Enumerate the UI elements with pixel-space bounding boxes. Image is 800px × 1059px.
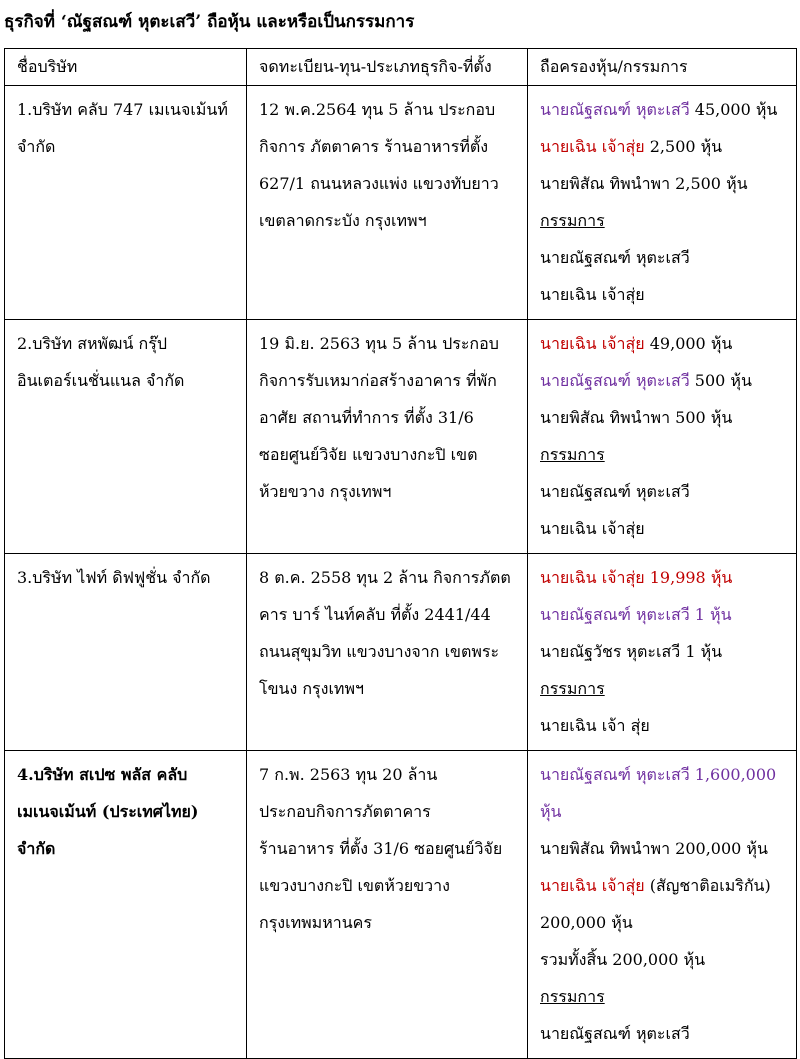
shareholder-entry xyxy=(540,165,784,202)
shareholder-entry xyxy=(540,128,784,165)
company-name-line: จำกัด xyxy=(17,839,56,858)
details-cell xyxy=(247,320,528,554)
table-header-row xyxy=(5,49,797,86)
company-name-cell xyxy=(5,86,247,320)
shareholder-entry xyxy=(540,325,784,362)
shareholder-amount: 45,000 หุ้น xyxy=(689,100,778,119)
table-row xyxy=(5,86,797,320)
directors-label: กรรมการ xyxy=(540,445,605,464)
details-line: 12 พ.ค.2564 ทุน 5 ล้าน ประกอบ xyxy=(259,100,496,119)
company-name-line: 1.บริษัท คลับ 747 เมเนจเม้นท์ xyxy=(17,100,228,119)
shareholder-entry: นายพิสัณ ทิพนำพา 200,000 หุ้น xyxy=(540,839,768,858)
details-line: ซอยศูนย์วิจัย แขวงบางกะปิ เขต xyxy=(259,445,478,464)
shareholder-entry xyxy=(540,362,784,399)
shareholders-cell xyxy=(528,751,797,1059)
shareholder-amount: 500 หุ้น xyxy=(689,371,752,390)
director-name: นายเฉิน เจ้าสุ่ย xyxy=(540,519,645,538)
director-name: นายณัฐสณฑ์ หุตะเสวี xyxy=(540,248,690,267)
directors-label: กรรมการ xyxy=(540,987,605,1006)
company-name-line: จำกัด xyxy=(17,137,56,156)
company-name-line: 4.บริษัท สเปซ พลัส คลับ xyxy=(17,765,188,784)
shareholder-entry: นายณัฐสณฑ์ หุตะเสวี 1,600,000 หุ้น xyxy=(540,765,777,821)
shareholder-entry: รวมทั้งสิ้น 200,000 หุ้น xyxy=(540,950,706,969)
shareholders-cell xyxy=(528,86,797,320)
shareholder-name: นายพิสัณ ทิพนำพา 500 หุ้น xyxy=(540,408,733,427)
details-line: 7 ก.พ. 2563 ทุน 20 ล้าน xyxy=(259,765,438,784)
directors-label: กรรมการ xyxy=(540,679,605,698)
header-shareholding-directors: ถือครองหุ้น/กรรมการ xyxy=(528,49,797,86)
company-name-cell xyxy=(5,320,247,554)
director-name: นายเฉิน เจ้าสุ่ย xyxy=(540,285,645,304)
table-row xyxy=(5,554,797,751)
details-line: 19 มิ.ย. 2563 ทุน 5 ล้าน ประกอบ xyxy=(259,334,499,353)
shareholder-name: นายพิสัณ ทิพนำพา 2,500 หุ้น xyxy=(540,174,748,193)
director-name: นายเฉิน เจ้า สุ่ย xyxy=(540,716,650,735)
shareholder-amount: 49,000 หุ้น xyxy=(644,334,733,353)
details-line: กิจการ ภัตตาคาร ร้านอาหารที่ตั้ง xyxy=(259,137,489,156)
details-line: 8 ต.ค. 2558 ทุน 2 ล้าน กิจการภัตต xyxy=(259,568,511,587)
table-row xyxy=(5,751,797,1059)
details-line: ห้วยขวาง กรุงเทพฯ xyxy=(259,482,392,501)
shareholder-name: นายเฉิน เจ้าสุ่ย xyxy=(540,137,645,156)
details-cell xyxy=(247,751,528,1059)
table-row xyxy=(5,320,797,554)
business-holdings-table xyxy=(4,48,797,1059)
details-line: เขตลาดกระบัง กรุงเทพฯ xyxy=(259,211,427,230)
shareholder-name: นายเฉิน เจ้าสุ่ย xyxy=(540,334,645,353)
shareholder-entry xyxy=(540,91,784,128)
shareholder-entry: นายณัฐสณฑ์ หุตะเสวี 1 หุ้น xyxy=(540,605,732,624)
details-line: คาร บาร์ ไนท์คลับ ที่ตั้ง 2441/44 xyxy=(259,605,491,624)
details-cell xyxy=(247,554,528,751)
details-line: 627/1 ถนนหลวงแพ่ง แขวงทับยาว xyxy=(259,174,499,193)
header-registration-details: จดทะเบียน-ทุน-ประเภทธุรกิจ-ที่ตั้ง xyxy=(247,49,528,86)
company-name-cell xyxy=(5,751,247,1059)
header-company-name: ชื่อบริษัท xyxy=(5,49,247,86)
company-name-line: อินเตอร์เนชั่นแนล จำกัด xyxy=(17,371,185,390)
shareholder-entry: นายณัฐวัชร หุตะเสวี 1 หุ้น xyxy=(540,642,723,661)
shareholder-entry: นายเฉิน เจ้าสุ่ย 19,998 หุ้น xyxy=(540,568,733,587)
shareholders-cell xyxy=(528,320,797,554)
details-line: กิจการรับเหมาก่อสร้างอาคาร ที่พัก xyxy=(259,371,497,390)
company-name-line: 3.บริษัท ไฟท์ ดิฟฟูชั่น จำกัด xyxy=(17,568,211,587)
shareholder-entry xyxy=(540,867,784,941)
details-line: แขวงบางกะปิ เขตห้วยขวาง xyxy=(259,876,450,895)
director-name: นายณัฐสณฑ์ หุตะเสวี xyxy=(540,482,690,501)
details-line: กรุงเทพมหานคร xyxy=(259,913,372,932)
directors-label: กรรมการ xyxy=(540,211,605,230)
details-line: ร้านอาหาร ที่ตั้ง 31/6 ซอยศูนย์วิจัย xyxy=(259,839,503,858)
details-cell xyxy=(247,86,528,320)
shareholder-name: นายเฉิน เจ้าสุ่ย xyxy=(540,876,645,895)
details-line: โขนง กรุงเทพฯ xyxy=(259,679,365,698)
details-line: ประกอบกิจการภัตตาคาร xyxy=(259,802,431,821)
shareholder-amount: (สัญชาติอเมริกัน) 200,000 หุ้น xyxy=(540,876,771,932)
details-line: ถนนสุขุมวิท แขวงบางจาก เขตพระ xyxy=(259,642,500,661)
details-line: อาศัย สถานที่ทำการ ที่ตั้ง 31/6 xyxy=(259,408,474,427)
page-title: ธุรกิจที่ ‘ณัฐสณฑ์ หุตะเสวี’ ถือหุ้น และหรือเป็นกรรมการ xyxy=(4,12,415,32)
company-name-cell xyxy=(5,554,247,751)
shareholders-cell xyxy=(528,554,797,751)
shareholder-name: นายณัฐสณฑ์ หุตะเสวี xyxy=(540,100,690,119)
shareholder-entry xyxy=(540,399,784,436)
shareholder-name: นายณัฐสณฑ์ หุตะเสวี xyxy=(540,371,690,390)
company-name-line: เมเนจเม้นท์ (ประเทศไทย) xyxy=(17,802,199,821)
director-name: นายณัฐสณฑ์ หุตะเสวี xyxy=(540,1024,690,1043)
shareholder-amount: 2,500 หุ้น xyxy=(644,137,723,156)
company-name-line: 2.บริษัท สหพัฒน์ กรุ๊ป xyxy=(17,334,167,353)
